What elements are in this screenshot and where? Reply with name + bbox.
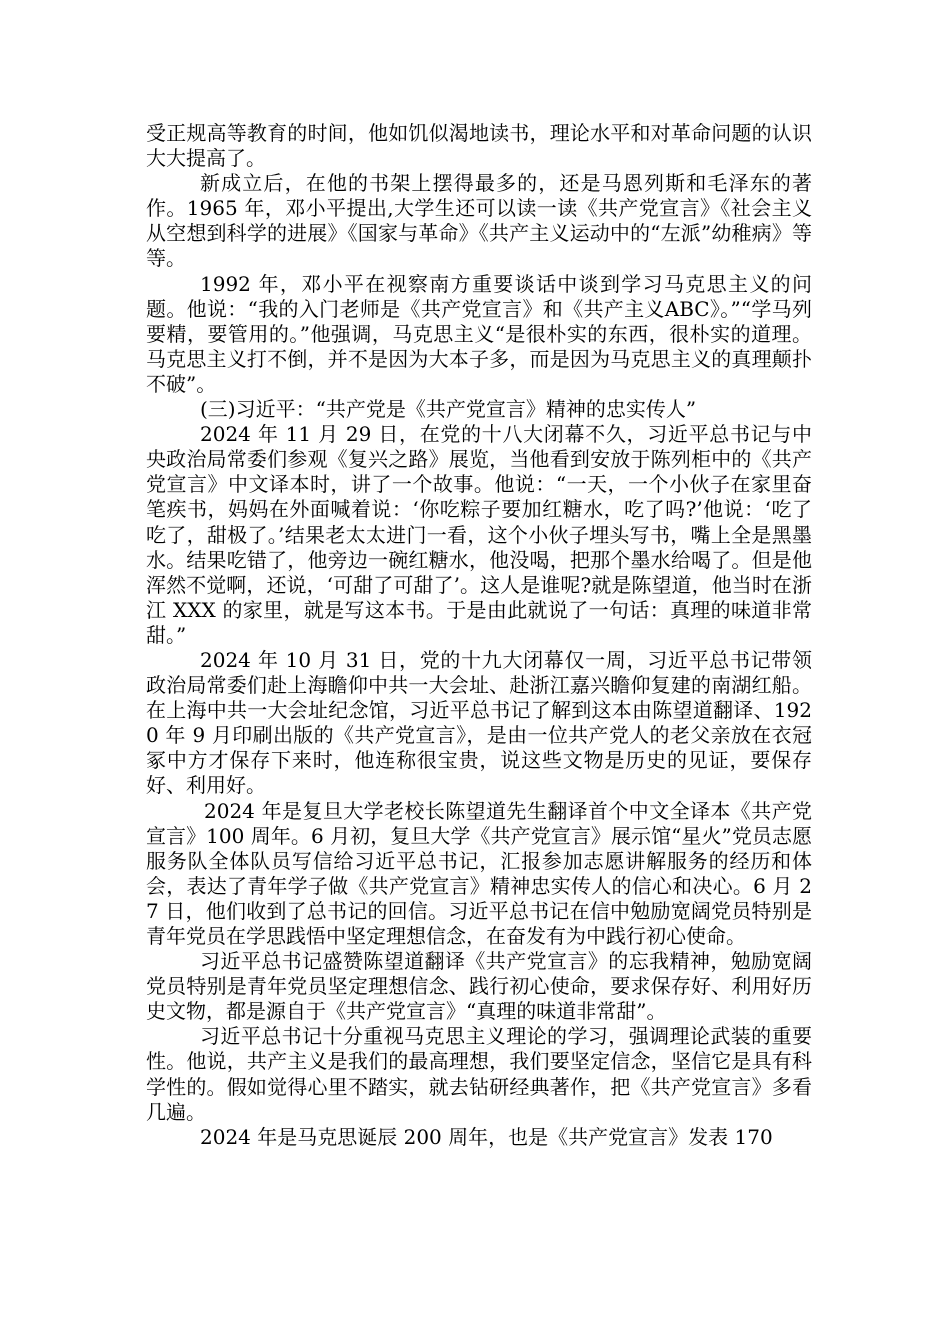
paragraph: 2024 年 11 月 29 日，在党的十八大闭幕不久，习近平总书记与中央政治局常委们参观《复兴之路》展览，当他看到安放于陈列柜中的《共产党宣言》中文译本时，讲了一个故事。他说：“一天，一个小伙子在家里奋笔疾书，妈妈在外面喊着说：‘你吃粽子要加红糖水，吃了吗?’他说：‘吃了吃了，甜极了。’结果老太太进门一看，这个小伙子埋头写书，嘴上全是黑墨水。结果吃错了，他旁边一碗红糖水，他没喝，把那个墨水给喝了。但是他浑然不觉啊，还说，‘可甜了可甜了’。这人是谁呢?就是陈望道，他当时在浙江 XXX 的家里，就是写这本书。于是由此就说了一句话：真理的味道非常甜。” [146,422,812,647]
paragraph-continued: 受正规高等教育的时间，他如饥似渴地读书，理论水平和对革命问题的认识大大提高了。 [146,121,812,171]
paragraph-truncated: 2024 年是马克思诞辰 200 周年，也是《共产党宣言》发表 170 [200,1124,773,1149]
section-heading: (三)习近平：“共产党是《共产党宣言》精神的忠实传人” [200,397,697,422]
paragraph: 新成立后，在他的书架上摆得最多的，还是马恩列斯和毛泽东的著作。1965 年，邓小平提出,大学生还可以读一读《共产党宣言》《社会主义从空想到科学的进展》《国家与革命》《共产主义运动中的“左派”幼稚病》等等。 [146,171,812,271]
paragraph: 1992 年，邓小平在视察南方重要谈话中谈到学习马克思主义的问题。他说：“我的入门老师是《共产党宣言》和《共产主义ABC》。”“学马列要精，要管用的。”他强调，马克思主义“是很朴实的东西，很朴实的道理。马克思主义打不倒，并不是因为大本子多，而是因为马克思主义的真理颠扑不破”。 [146,271,812,396]
paragraph: 习近平总书记十分重视马克思主义理论的学习，强调理论武装的重要性。他说，共产主义是我们的最高理想，我们要坚定信念，坚信它是具有科学性的。假如觉得心里不踏实，就去钻研经典著作，把《共产党宣言》多看几遍。 [146,1024,812,1124]
paragraph: 2024 年是复旦大学老校长陈望道先生翻译首个中文全译本《共产党宣言》100 周年。6 月初，复旦大学《共产党宣言》展示馆“星火”党员志愿服务队全体队员写信给习近平总书记，汇报参加志愿讲解服务的经历和体会，表达了青年学子做《共产党宣言》精神忠实传人的信心和决心。6 月 27 日，他们收到了总书记的回信。习近平总书记在信中勉励宽阔党员特别是青年党员在学思践悟中坚定理想信念，在奋发有为中践行初心使命。 [146,798,812,948]
paragraph: 习近平总书记盛赞陈望道翻译《共产党宣言》的忘我精神，勉励宽阔党员特别是青年党员坚定理想信念、践行初心使命，要求保存好、利用好历史文物，都是源自于《共产党宣言》“真理的味道非常甜”。 [146,949,812,1024]
paragraph: 2024 年 10 月 31 日，党的十九大闭幕仅一周，习近平总书记带领政治局常委们赴上海瞻仰中共一大会址、赴浙江嘉兴瞻仰复建的南湖红船。在上海中共一大会址纪念馆，习近平总书记了解到这本由陈望道翻译、1920 年 9 月印刷出版的《共产党宣言》，是由一位共产党人的老父亲放在衣冠冢中方才保存下来时，他连称很宝贵，说这些文物是历史的见证，要保存好、利用好。 [146,647,812,798]
document-page [146,121,812,1150]
